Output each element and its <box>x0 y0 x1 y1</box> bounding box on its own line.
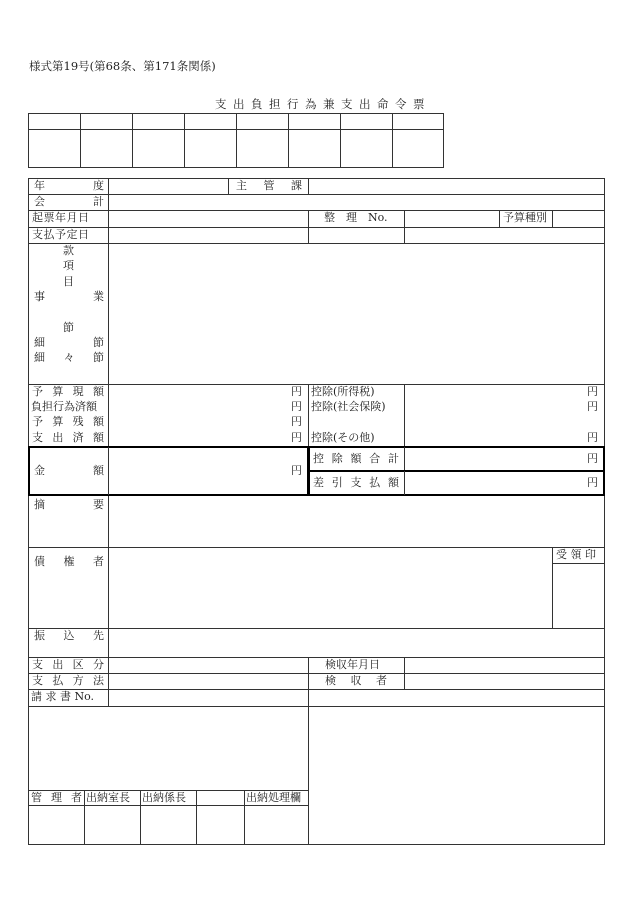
yen-unit: 円 <box>587 452 598 465</box>
saikensha-field[interactable] <box>109 548 552 628</box>
suito-shitsucho-stamp[interactable] <box>85 806 140 844</box>
stamp-cell-4[interactable] <box>185 130 235 167</box>
shukan-field[interactable] <box>309 179 604 194</box>
suito-shori-label: 出納処理欄 <box>246 791 301 804</box>
nendo-label: 年 度 <box>34 179 104 192</box>
sashihiki-label: 差 引 支 払 額 <box>313 476 399 489</box>
kan-label: 款 <box>63 244 74 257</box>
yen-unit: 円 <box>291 400 302 413</box>
stamp-cell-7[interactable] <box>341 130 391 167</box>
saikensha-label: 債 権 者 <box>34 555 104 568</box>
seiri-label: 整 理 No. <box>324 211 388 224</box>
form-caption: 様式第19号(第68条、第171条関係) <box>29 59 216 73</box>
kingaku-field[interactable] <box>109 448 307 494</box>
yosan-gen-label: 予 算 現 額 <box>32 385 104 398</box>
yen-unit: 円 <box>291 464 302 477</box>
kojo-sonota-field[interactable] <box>405 430 604 445</box>
yosan-shubetsu-field[interactable] <box>553 211 604 227</box>
yen-unit: 円 <box>587 400 598 413</box>
saisetsu-label: 細 節 <box>34 336 104 349</box>
kaikei-field[interactable] <box>109 195 604 210</box>
kenshu-date-field[interactable] <box>405 658 604 673</box>
nendo-field[interactable] <box>109 179 228 194</box>
yen-unit: 円 <box>587 385 598 398</box>
form-title: 支出負担行為兼支出命令票 <box>215 97 431 111</box>
yosan-zan-field[interactable] <box>109 415 308 430</box>
setsu-label: 節 <box>63 321 74 334</box>
yen-unit: 円 <box>587 476 598 489</box>
yosan-shubetsu-label: 予算種別 <box>503 211 547 224</box>
shiharai-yotei-field[interactable] <box>109 228 308 243</box>
stamp-cell-5[interactable] <box>237 130 287 167</box>
seikyu-label: 請 求 書 No. <box>31 690 95 703</box>
futan-zumi-label: 負担行為済額 <box>31 400 97 413</box>
kojo-shakai-field[interactable] <box>405 400 604 415</box>
suito-shori-stamp[interactable] <box>245 806 308 844</box>
kihyo-field[interactable] <box>109 211 308 227</box>
yen-unit: 円 <box>291 415 302 428</box>
seiri-field[interactable] <box>405 211 499 227</box>
yen-unit: 円 <box>587 431 598 444</box>
kojo-gokei-field[interactable] <box>405 448 603 470</box>
seikyu-field[interactable] <box>29 707 308 790</box>
yen-unit: 円 <box>291 431 302 444</box>
blank-stamp[interactable] <box>197 806 244 844</box>
stamp-cell-2[interactable] <box>81 130 131 167</box>
kou-label: 項 <box>63 259 74 272</box>
stamp-cell-3[interactable] <box>133 130 183 167</box>
stamp-cell-8[interactable] <box>393 130 443 167</box>
shiharai-yotei-label: 支払予定日 <box>32 228 90 241</box>
yosan-gen-field[interactable] <box>109 385 308 400</box>
suito-shitsucho-label: 出納室長 <box>86 791 130 804</box>
tekiyo-label: 摘 要 <box>34 498 104 511</box>
shiharai-hoho-field[interactable] <box>109 674 308 689</box>
shishutsu-kubun-field[interactable] <box>109 658 308 673</box>
kaikei-label: 会 計 <box>34 195 104 208</box>
shishutsu-zumi-field[interactable] <box>109 430 308 445</box>
futan-zumi-field[interactable] <box>109 400 308 415</box>
kanrisha-label: 管 理 者 <box>31 791 82 804</box>
kenshu-sha-field[interactable] <box>405 674 604 689</box>
jigyo-label: 事 業 <box>34 290 104 303</box>
shishutsu-zumi-label: 支 出 済 額 <box>32 431 104 444</box>
remarks-field[interactable] <box>309 690 604 844</box>
kenshu-date-label: 検収年月日 <box>325 658 380 671</box>
kihyo-label: 起票年月日 <box>32 211 90 224</box>
juryo-in-label: 受 領 印 <box>556 548 596 561</box>
moku-label: 目 <box>63 275 74 288</box>
yen-unit: 円 <box>291 385 302 398</box>
shiharai-hoho-label: 支 払 方 法 <box>32 674 104 687</box>
furikomi-field[interactable] <box>109 629 604 657</box>
kojo-sonota-label: 控除(その他) <box>311 431 375 444</box>
stamp-cell-1[interactable] <box>29 130 79 167</box>
suito-kakaricho-label: 出納係長 <box>142 791 186 804</box>
kojo-shotoku-label: 控除(所得税) <box>311 385 375 398</box>
stamp-cell-6[interactable] <box>289 130 339 167</box>
furikomi-label: 振 込 先 <box>34 629 104 642</box>
kojo-shotoku-field[interactable] <box>405 385 604 400</box>
kanrisha-stamp[interactable] <box>29 806 84 844</box>
saisaisetsu-label: 細 々 節 <box>34 351 104 364</box>
yosan-zan-label: 予 算 残 額 <box>32 415 104 428</box>
shishutsu-kubun-label: 支 出 区 分 <box>32 658 104 671</box>
shukan-label: 主 管 課 <box>236 179 302 192</box>
kingaku-label: 金 額 <box>34 464 104 477</box>
juryo-in-field[interactable] <box>553 564 604 628</box>
budget-classification-field[interactable] <box>109 244 604 384</box>
kenshu-sha-label: 検 収 者 <box>325 674 387 687</box>
kojo-gokei-label: 控 除 額 合 計 <box>313 452 399 465</box>
sashihiki-field[interactable] <box>405 472 603 494</box>
kojo-shakai-label: 控除(社会保険) <box>311 400 386 413</box>
tekiyo-field[interactable] <box>109 497 604 547</box>
suito-kakaricho-stamp[interactable] <box>141 806 196 844</box>
